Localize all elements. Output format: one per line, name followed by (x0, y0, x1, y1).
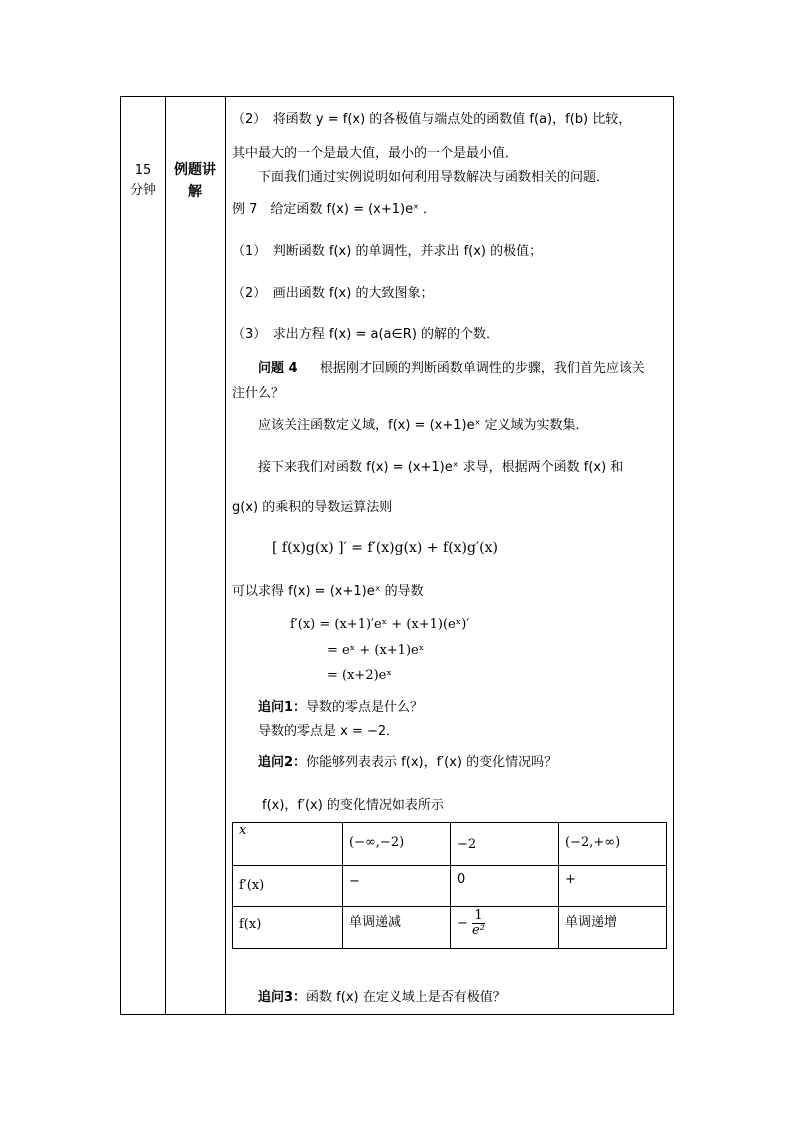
derivative-result-intro: 可以求得 f(x) = (x+1)eˣ 的导数 (232, 584, 424, 599)
table-row (233, 823, 667, 866)
table-row (233, 907, 667, 949)
follow-up-2-line (258, 751, 557, 770)
derivative-step-1: f′(x) = (x+1)′eˣ + (x+1)(eˣ)′ (290, 617, 470, 632)
follow-up-2-label: 追问2： (258, 755, 307, 770)
table-cell: f(x) (233, 907, 343, 949)
intro-line: 下面我们通过实例说明如何利用导数解决与函数相关的问题． (258, 170, 610, 185)
column-divider-2 (225, 97, 226, 1014)
follow-up-2-answer: f(x)，f′(x) 的变化情况如表所示 (262, 798, 444, 813)
table-cell: x (233, 823, 343, 866)
derivative-step-2: = eˣ + (x+1)eˣ (327, 643, 425, 658)
time-cell (121, 161, 165, 201)
step2-line: （2） 将函数 y = f(x) 的各极值与端点处的函数值 f(a)，f(b) 比较， (232, 112, 632, 127)
follow-up-3-text: 函数 f(x) 在定义域上是否有极值？ (306, 990, 506, 1005)
table-cell (451, 907, 559, 949)
part1-line: （1） 判断函数 f(x) 的单调性，并求出 f(x) 的极值； (232, 244, 543, 259)
table-cell: 单调递减 (343, 907, 451, 949)
follow-up-1-text: 导数的零点是什么？ (306, 700, 424, 715)
question-4-text-cont: 注什么？ (232, 386, 285, 401)
part2-line: （2） 画出函数 f(x) 的大致图象； (232, 286, 434, 301)
section-cell (165, 159, 225, 203)
variation-table (232, 822, 667, 949)
follow-up-1-label: 追问1： (258, 700, 307, 715)
follow-up-2-text: 你能够列表表示 f(x)，f′(x) 的变化情况吗？ (306, 755, 558, 770)
time-unit: 分钟 (129, 183, 156, 198)
question-4-text: 根据刚才回顾的判断函数单调性的步骤，我们首先应该关 (319, 361, 645, 376)
follow-up-1-answer: 导数的零点是 x = −2． (258, 724, 400, 739)
table-row (233, 866, 667, 907)
example-7-line: 例 7 给定函数 f(x) = (x+1)eˣ ． (232, 202, 437, 217)
follow-up-3-line (258, 986, 506, 1005)
derivative-intro-line: 接下来我们对函数 f(x) = (x+1)eˣ 求导，根据两个函数 f(x) 和 (258, 460, 624, 475)
fraction-denominator: e² (472, 923, 485, 938)
column-divider-1 (165, 97, 166, 1014)
table-cell: 单调递增 (559, 907, 667, 949)
table-cell: − (343, 866, 451, 907)
question-4-line (258, 357, 645, 376)
table-cell: f′(x) (233, 866, 343, 907)
product-rule-intro-line: g(x) 的乘积的导数运算法则 (232, 500, 393, 515)
minus-sign: − (457, 916, 468, 931)
max-min-line: 其中最大的一个是最大值，最小的一个是最小值． (232, 146, 519, 161)
time-value: 15 (134, 163, 152, 178)
question-4-label: 问题 4 (258, 361, 298, 376)
table-cell: −2 (451, 823, 559, 866)
follow-up-3-label: 追问3： (258, 990, 307, 1005)
follow-up-1-line (258, 696, 423, 715)
fraction (472, 909, 485, 938)
domain-answer-line: 应该关注函数定义域，f(x) = (x+1)eˣ 定义域为实数集． (258, 418, 589, 433)
section-label: 例题讲解 (174, 162, 216, 200)
table-cell: (−2,+∞) (559, 823, 667, 866)
table-cell: 0 (451, 866, 559, 907)
derivative-step-3: = (x+2)eˣ (327, 668, 392, 683)
fraction-numerator: 1 (472, 909, 485, 924)
table-cell: + (559, 866, 667, 907)
product-rule-formula: [ f(x)g(x) ]′ = f′(x)g(x) + f(x)g′(x) (272, 540, 498, 556)
table-cell: (−∞,−2) (343, 823, 451, 866)
part3-line: （3） 求出方程 f(x) = a(a∈R) 的解的个数． (232, 327, 500, 342)
